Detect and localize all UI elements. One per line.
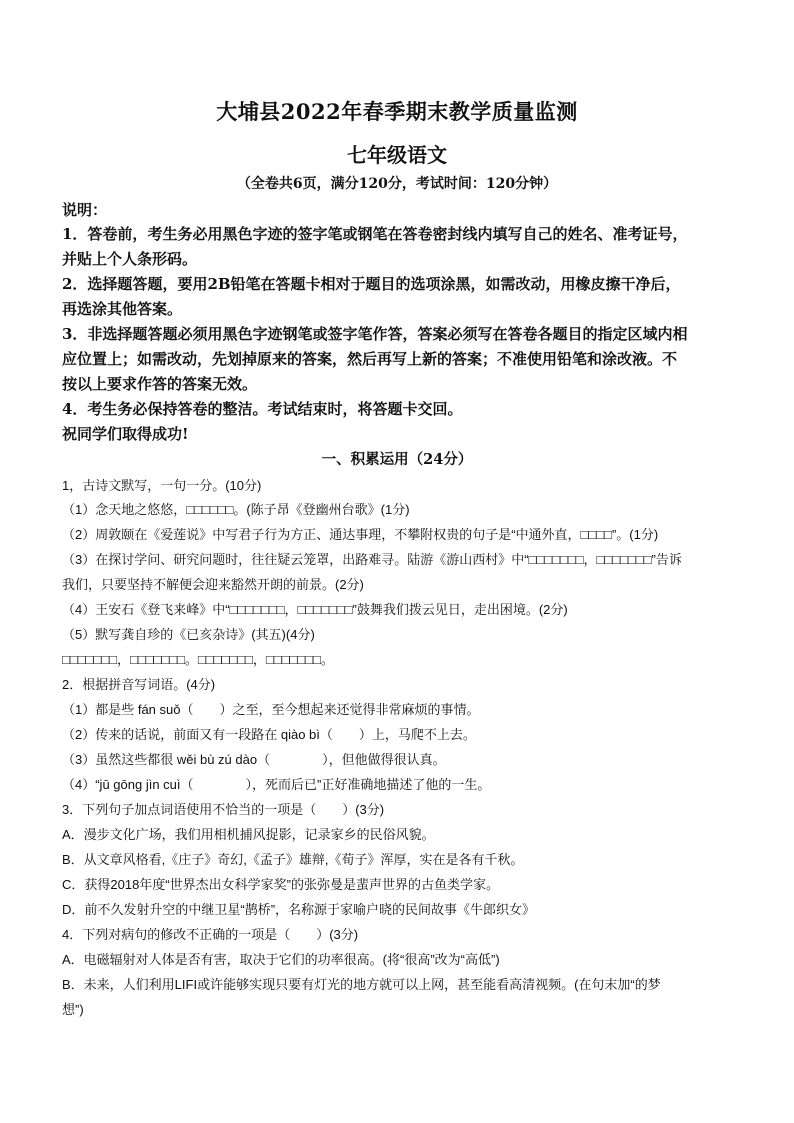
instruction-line: 3．非选择题答题必须用黑色字迹钢笔或签字笔作答，答案必须写在答卷各题目的指定区域内相 — [62, 325, 688, 343]
question-line: （5）默写龚自珍的《已亥杂诗》(其五)(4分) — [62, 627, 315, 642]
exam-subject: 七年级语文 — [347, 143, 447, 167]
instruction-line: 再选涂其他答案。 — [62, 300, 183, 318]
question-line: （2）传来的话说，前面又有一段路在 qiào bì（ ）上，马爬不上去。 — [62, 727, 476, 742]
question-line: D．前不久发射升空的中继卫星“鹊桥”，名称源于家喻户晓的民间故事《牛郎织女》 — [62, 902, 536, 917]
instruction-line: 应位置上；如需改动，先划掉原来的答案，然后再写上新的答案；不准使用铅笔和涂改液。不 — [62, 350, 678, 368]
question-line: （1）念天地之悠悠，□□□□□□。(陈子昂《登幽州台歌》(1分) — [62, 502, 410, 517]
instruction-line: 4．考生务必保持答卷的整洁。考试结束时，将答题卡交回。 — [62, 400, 463, 418]
question-line: 3．下列句子加点词语使用不恰当的一项是（ ）(3分) — [62, 802, 385, 817]
question-line: 我们，只要坚持不解便会迎来豁然开朗的前景。(2分) — [62, 577, 364, 592]
question-line: （4）王安石《登飞来峰》中“□□□□□□□，□□□□□□□”鼓舞我们拨云见日，走出困境。(2分) — [62, 602, 568, 617]
question-line: 2．根据拼音写词语。(4分) — [62, 677, 216, 692]
wish-line: 祝同学们取得成功! — [62, 425, 189, 443]
question-line: B．从文章风格看,《庄子》奇幻,《孟子》雄辩,《荀子》浑厚，实在是各有千秋。 — [62, 852, 524, 867]
question-line: （4）“jū gōng jìn cuì（ ），死而后已”正好准确地描述了他的一生。 — [62, 777, 491, 792]
question-line: C．获得2018年度“世界杰出女科学家奖”的张弥曼是蜚声世界的古鱼类学家。 — [62, 877, 499, 892]
instruction-line: 1．答卷前，考生务必用黑色字迹的签字笔或钢笔在答卷密封线内填写自己的姓名、准考证号， — [62, 225, 688, 243]
question-line: （1）都是些 fán suǒ（ ）之至，至今想起来还觉得非常麻烦的事情。 — [62, 702, 480, 717]
instruction-line: 2．选择题答题，要用2B铅笔在答题卡相对于题目的选项涂黑，如需改动，用橡皮擦干净后， — [62, 275, 681, 293]
instruction-line: 按以上要求作答的答案无效。 — [62, 375, 258, 393]
question-line: 4．下列对病句的修改不正确的一项是（ ）(3分) — [62, 927, 359, 942]
question-line: A．漫步文化广场，我们用相机捕风捉影，记录家乡的民俗风貌。 — [62, 827, 435, 842]
question-line: 1，古诗文默写，一句一分。(10分) — [62, 478, 262, 493]
exam-info: （全卷共6页，满分120分，考试时间：120分钟） — [236, 176, 558, 192]
question-line: （3）虽然这些都很 wěi bù zú dào（ ），但他做得很认真。 — [62, 752, 446, 767]
question-line: （2）周敦颐在《爱莲说》中写君子行为方正、通达事理，不攀附权贵的句子是“中通外直，□□□□”。(1分) — [62, 527, 659, 542]
instructions-label: 说明： — [62, 201, 108, 219]
section-heading: 一、积累运用（24分） — [321, 451, 473, 468]
question-line: A．电磁辐射对人体是否有害，取决于它们的功率很高。(将“很高”改为“高低”) — [62, 952, 500, 967]
exam-title: 大埔县2022年春季期末教学质量监测 — [216, 99, 578, 124]
question-line: B．未来，人们利用LIFI或许能够实现只要有灯光的地方就可以上网，甚至能看高清视频。(在句末加“的梦 — [62, 977, 661, 992]
instruction-line: 并贴上个人条形码。 — [62, 250, 198, 268]
question-line: □□□□□□□，□□□□□□□。□□□□□□□，□□□□□□□。 — [62, 652, 334, 667]
question-line: （3）在探讨学问、研究问题时，往往疑云笼罩，出路难寻。陆游《游山西村》中“□□□□□□□，□□□□□□□”告诉 — [62, 552, 682, 567]
question-line: 想”) — [62, 1002, 84, 1017]
